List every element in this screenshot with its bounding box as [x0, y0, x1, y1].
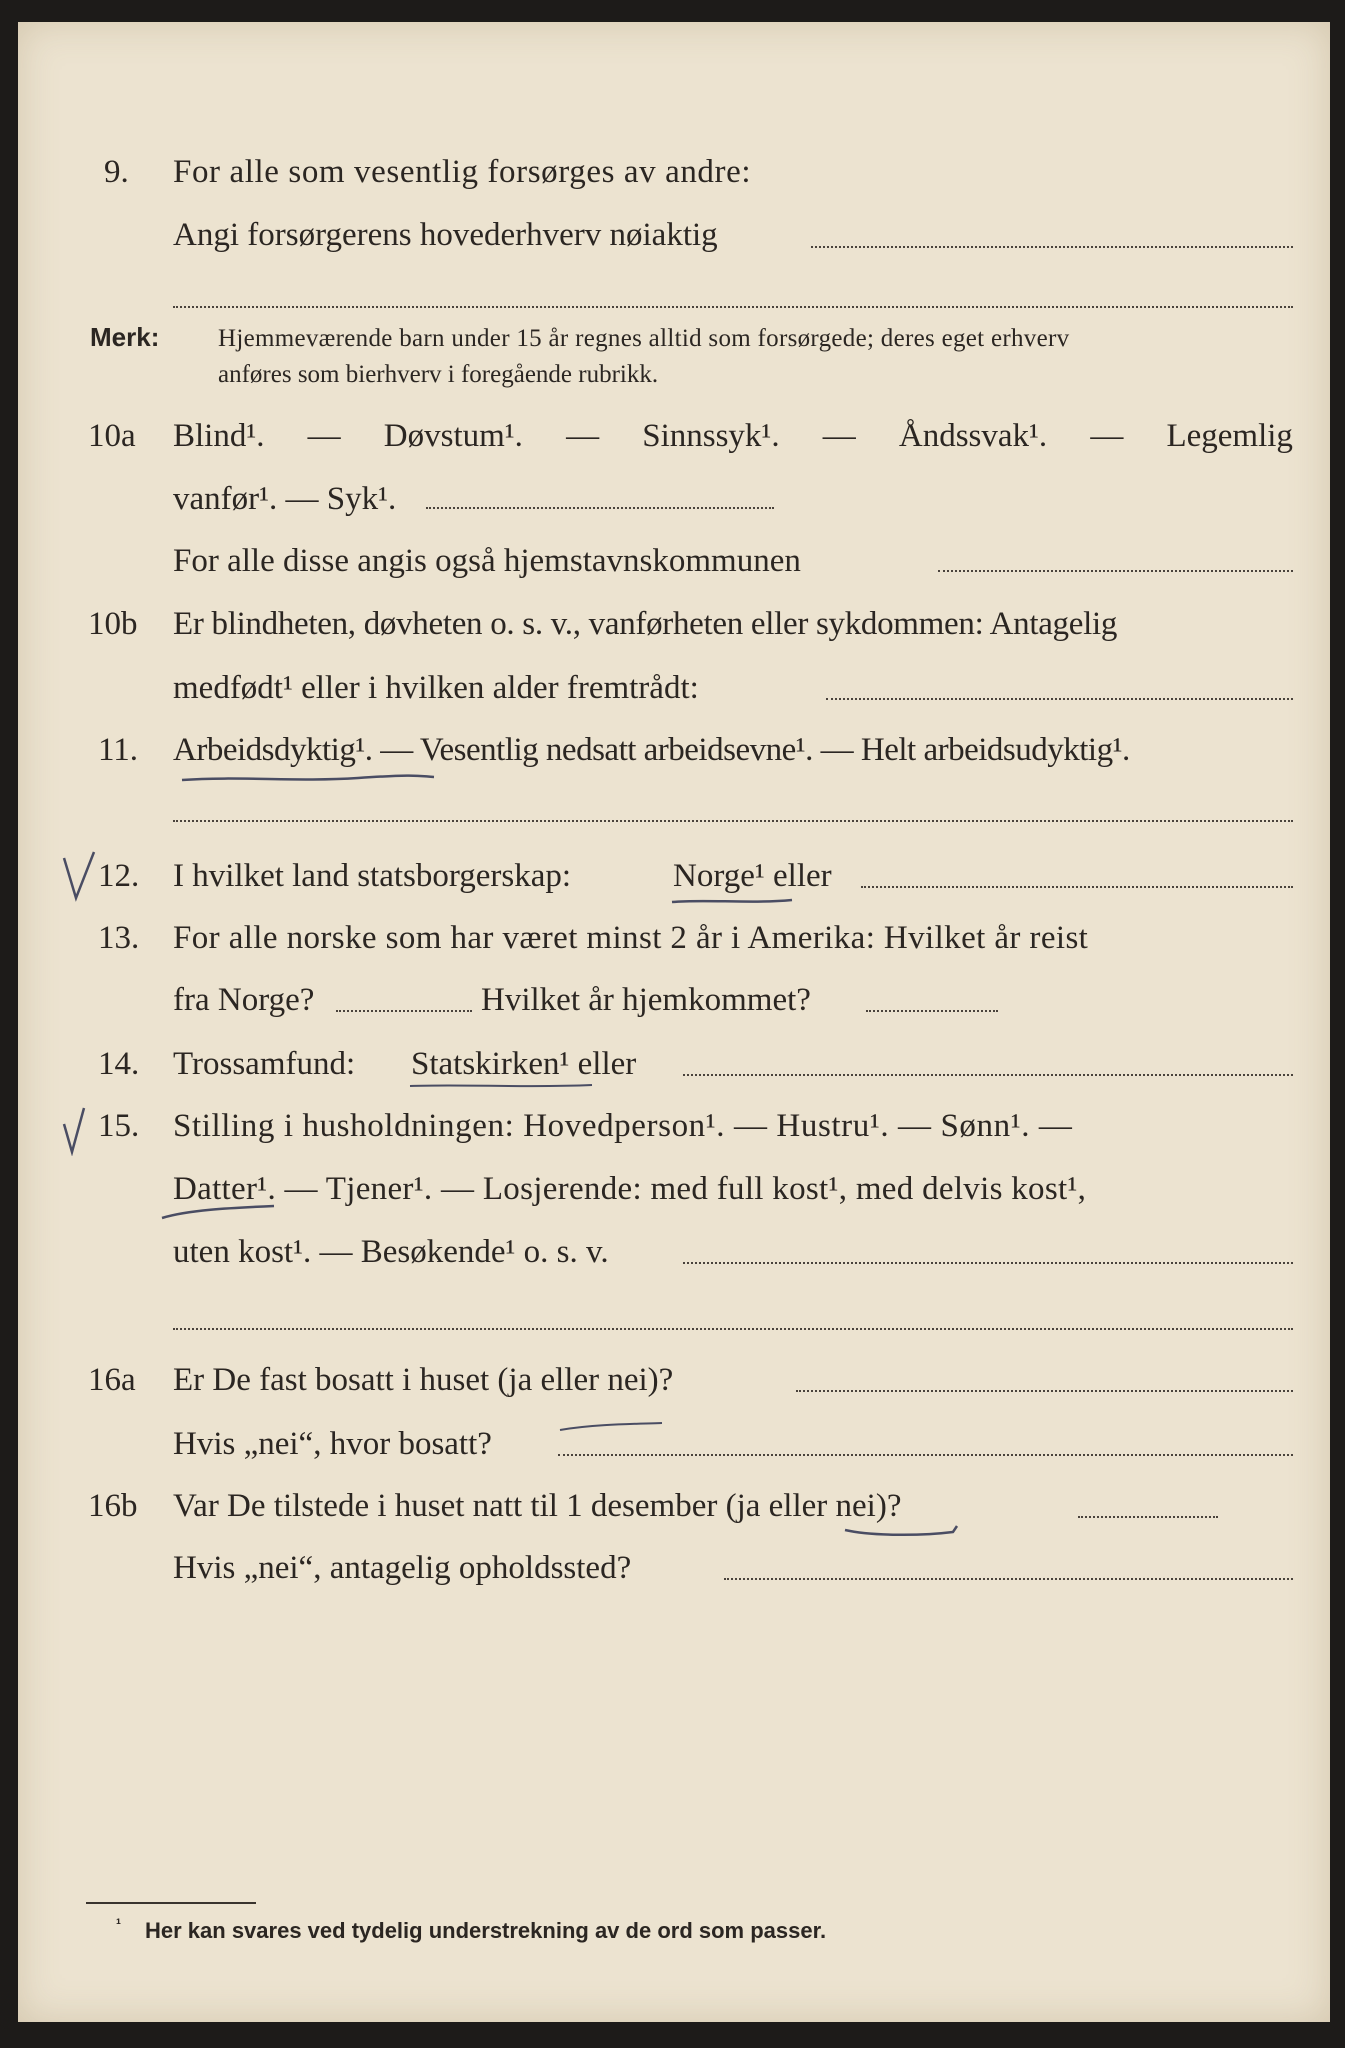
q9-answer-field-2[interactable]	[173, 306, 1293, 308]
q9-line2: Angi forsørgerens hovederhverv nøiaktig	[173, 217, 718, 253]
q14-pencil-underline	[406, 1080, 596, 1092]
q15-answer-field[interactable]	[683, 1262, 1293, 1264]
merk-label: Merk:	[90, 322, 160, 352]
q11-answer-field[interactable]	[173, 820, 1293, 822]
q16a-number: 16a	[88, 1362, 136, 1398]
q13-line2b: Hvilket år hjemkommet?	[481, 982, 811, 1018]
q15-line3: uten kost¹. — Besøkende¹ o. s. v.	[173, 1234, 609, 1270]
q12-pencil-underline	[668, 894, 798, 908]
q9-line1: For alle som vesentlig forsørges av andre:	[173, 154, 752, 190]
footnote-text: Her kan svares ved tydelig understrekning av de ord som passer.	[145, 1918, 827, 1943]
merk-line1: Hjemmeværende barn under 15 år regnes alltid som forsørgede; deres eget erhverv	[218, 325, 1070, 352]
q16a-pencil-underline	[556, 1420, 666, 1434]
footnote-divider	[86, 1902, 256, 1904]
q16b-line1: Var De tilstede i huset natt til 1 desember (ja eller nei)?	[173, 1488, 902, 1524]
q12-check-mark	[60, 848, 100, 904]
q9-number: 9.	[104, 154, 129, 190]
q12-answer-field[interactable]	[861, 886, 1293, 888]
q13-line2a: fra Norge?	[173, 982, 315, 1018]
q10b-number: 10b	[88, 606, 138, 642]
q12-line1: I hvilket land statsborgerskap:	[173, 858, 572, 894]
q10a-dash-4: —	[1090, 418, 1124, 454]
q10a-dovstum: Døvstum¹.	[383, 418, 523, 454]
q10b-answer-field[interactable]	[826, 698, 1293, 700]
q10a-line3: For alle disse angis også hjemstavnskommunen	[173, 543, 801, 579]
q15-pencil-underline	[158, 1202, 278, 1224]
q10a-dash-3: —	[822, 418, 856, 454]
q16b-line2: Hvis „nei“, antagelig opholdssted?	[173, 1550, 632, 1586]
q15-line1: Stilling i husholdningen: Hovedperson¹. — Hustru¹. — Sønn¹. —	[173, 1108, 1073, 1144]
q10a-andssvak: Åndssvak¹.	[898, 418, 1048, 454]
q10a-dash-2: —	[566, 418, 600, 454]
q10a-options	[173, 420, 1293, 453]
q10a-number: 10a	[88, 418, 136, 454]
q10a-sinnssyk: Sinnssyk¹.	[642, 418, 780, 454]
q13-number: 13.	[98, 920, 140, 956]
q10a-line2: vanfør¹. — Syk¹.	[173, 481, 397, 517]
q10a-dash-1: —	[307, 418, 341, 454]
merk-line2: anføres som bierhverv i foregående rubrikk.	[218, 361, 659, 388]
q16b-answer-field[interactable]	[1078, 1516, 1218, 1518]
q13-departed-year-field[interactable]	[336, 1010, 472, 1012]
q14-line1: Trossamfund:	[173, 1046, 356, 1082]
q10a-blind: Blind¹.	[173, 418, 265, 454]
q10b-line2: medfødt¹ eller i hvilken alder fremtrådt:	[173, 670, 699, 706]
q16b-number: 16b	[88, 1488, 138, 1524]
q13-line1: For alle norske som har været minst 2 år i Amerika: Hvilket år reist	[173, 920, 1089, 956]
q15-answer-field-2[interactable]	[173, 1328, 1293, 1330]
q12-answer: Norge¹ eller	[673, 858, 832, 894]
q11-number: 11.	[98, 732, 139, 768]
q16a-line1: Er De fast bosatt i huset (ja eller nei)?	[173, 1362, 674, 1398]
q10a-answer-field[interactable]	[426, 507, 774, 509]
q16a-answer-field[interactable]	[796, 1390, 1293, 1392]
q16a-residence-field[interactable]	[558, 1454, 1293, 1456]
q15-number: 15.	[98, 1108, 140, 1144]
q12-number: 12.	[98, 858, 140, 894]
q9-answer-field[interactable]	[811, 246, 1293, 248]
q16b-whereabouts-field[interactable]	[724, 1578, 1293, 1580]
q11-pencil-underline	[178, 770, 438, 786]
q15-line2: Datter¹. — Tjener¹. — Losjerende: med full kost¹, med delvis kost¹,	[173, 1171, 1087, 1207]
q16b-pencil-underline	[841, 1524, 961, 1542]
q10b-line1: Er blindheten, døvheten o. s. v., vanførheten eller sykdommen: Antagelig	[173, 606, 1118, 642]
footnote-mark: ¹	[116, 1916, 121, 1933]
q14-number: 14.	[98, 1046, 140, 1082]
q14-answer: Statskirken¹ eller	[411, 1046, 637, 1082]
q11-line1: Arbeidsdyktig¹. — Vesentlig nedsatt arbeidsevne¹. — Helt arbeidsudyktig¹.	[173, 732, 1130, 768]
q15-check-mark	[60, 1104, 90, 1156]
q13-returned-year-field[interactable]	[866, 1010, 998, 1012]
census-form-page	[18, 22, 1330, 2022]
q10a-legemlig: Legemlig	[1166, 418, 1293, 454]
q10a-hometown-field[interactable]	[938, 570, 1293, 572]
q16a-line2: Hvis „nei“, hvor bosatt?	[173, 1426, 492, 1462]
q14-answer-field[interactable]	[683, 1074, 1293, 1076]
